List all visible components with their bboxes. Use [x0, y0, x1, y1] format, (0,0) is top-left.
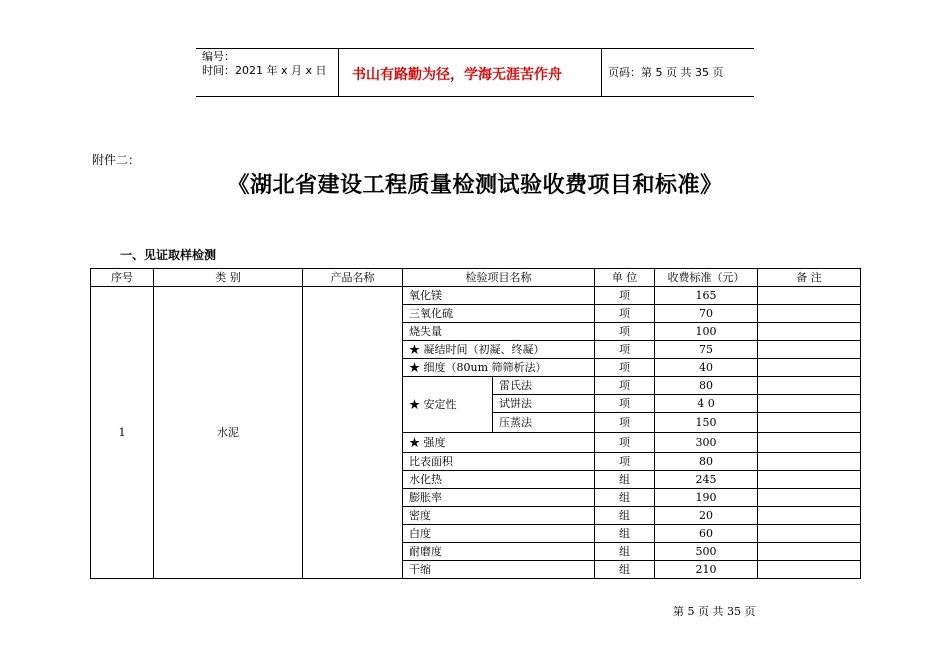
fee-cell: 75	[655, 341, 758, 359]
unit-cell: 组	[595, 507, 655, 525]
item-cell: 干缩	[403, 561, 595, 579]
item-cell: ★ 凝结时间（初凝、终凝）	[403, 341, 595, 359]
remark-cell	[758, 305, 861, 323]
fee-cell: 300	[655, 433, 758, 453]
fee-cell: 60	[655, 525, 758, 543]
fee-cell: 165	[655, 287, 758, 305]
unit-cell: 项	[595, 305, 655, 323]
header-category: 类 别	[154, 269, 303, 287]
fee-cell: 80	[655, 377, 758, 395]
unit-cell: 项	[595, 359, 655, 377]
category-cell: 水泥	[154, 287, 303, 579]
unit-cell: 组	[595, 489, 655, 507]
fee-cell: 80	[655, 453, 758, 471]
document-title: 《湖北省建设工程质量检测试验收费项目和标准》	[227, 172, 723, 198]
item-cell: 白度	[403, 525, 595, 543]
header-motto: 书山有路勤为径，学海无涯苦作舟	[352, 67, 562, 83]
remark-cell	[758, 543, 861, 561]
remark-cell	[758, 453, 861, 471]
unit-cell: 项	[595, 413, 655, 433]
unit-cell: 组	[595, 561, 655, 579]
remark-cell	[758, 287, 861, 305]
unit-cell: 项	[595, 377, 655, 395]
method-cell: 压蒸法	[493, 413, 595, 433]
header-divider-left	[338, 48, 339, 96]
fee-cell: 190	[655, 489, 758, 507]
item-cell: 水化热	[403, 471, 595, 489]
remark-cell	[758, 525, 861, 543]
item-cell: 耐磨度	[403, 543, 595, 561]
item-cell: ★ 强度	[403, 433, 595, 453]
item-cell: 密度	[403, 507, 595, 525]
item-cell: 膨胀率	[403, 489, 595, 507]
serial-cell: 1	[91, 287, 154, 579]
unit-cell: 组	[595, 525, 655, 543]
header-serial: 序号	[91, 269, 154, 287]
unit-cell: 项	[595, 341, 655, 359]
header-time: 时间：2021 年 x 月 x 日	[202, 64, 327, 77]
fee-cell: 40	[655, 359, 758, 377]
fee-cell: 500	[655, 543, 758, 561]
remark-cell	[758, 433, 861, 453]
product-cell	[303, 287, 403, 579]
fee-cell: 245	[655, 471, 758, 489]
remark-cell	[758, 341, 861, 359]
page-footer: 第 5 页 共 35 页	[673, 605, 756, 618]
table-header-row	[91, 269, 861, 287]
unit-cell: 组	[595, 543, 655, 561]
unit-cell: 项	[595, 395, 655, 413]
item-cell: 三氧化硫	[403, 305, 595, 323]
fee-table	[90, 268, 861, 579]
remark-cell	[758, 413, 861, 433]
unit-cell: 组	[595, 471, 655, 489]
header-bottom-rule	[196, 96, 754, 97]
item-cell: 比表面积	[403, 453, 595, 471]
header-top-rule	[196, 48, 754, 49]
remark-cell	[758, 507, 861, 525]
method-cell: 试饼法	[493, 395, 595, 413]
item-cell: 烧失量	[403, 323, 595, 341]
header-remark: 备 注	[758, 269, 861, 287]
fee-cell: 100	[655, 323, 758, 341]
remark-cell	[758, 377, 861, 395]
unit-cell: 项	[595, 287, 655, 305]
remark-cell	[758, 561, 861, 579]
table-row	[91, 287, 861, 305]
remark-cell	[758, 489, 861, 507]
remark-cell	[758, 323, 861, 341]
header-code: 编号：	[202, 50, 235, 63]
header-divider-right	[601, 48, 602, 96]
unit-cell: 项	[595, 323, 655, 341]
section-title: 一、见证取样检测	[120, 248, 217, 262]
item-cell: 氧化镁	[403, 287, 595, 305]
fee-cell: 150	[655, 413, 758, 433]
header-product: 产品名称	[303, 269, 403, 287]
remark-cell	[758, 471, 861, 489]
header-item: 检验项目名称	[403, 269, 595, 287]
header-unit: 单 位	[595, 269, 655, 287]
unit-cell: 项	[595, 433, 655, 453]
method-cell: 雷氏法	[493, 377, 595, 395]
fee-cell: 4 0	[655, 395, 758, 413]
attachment-label: 附件二：	[92, 153, 141, 167]
remark-cell	[758, 359, 861, 377]
remark-cell	[758, 395, 861, 413]
header-fee: 收费标准（元）	[655, 269, 758, 287]
fee-cell: 70	[655, 305, 758, 323]
fee-cell: 20	[655, 507, 758, 525]
stability-group-cell: ★ 安定性	[403, 377, 493, 433]
header-page: 页码：第 5 页 共 35 页	[608, 66, 724, 79]
unit-cell: 项	[595, 453, 655, 471]
item-cell: ★ 细度（80um 筛筛析法）	[403, 359, 595, 377]
fee-cell: 210	[655, 561, 758, 579]
